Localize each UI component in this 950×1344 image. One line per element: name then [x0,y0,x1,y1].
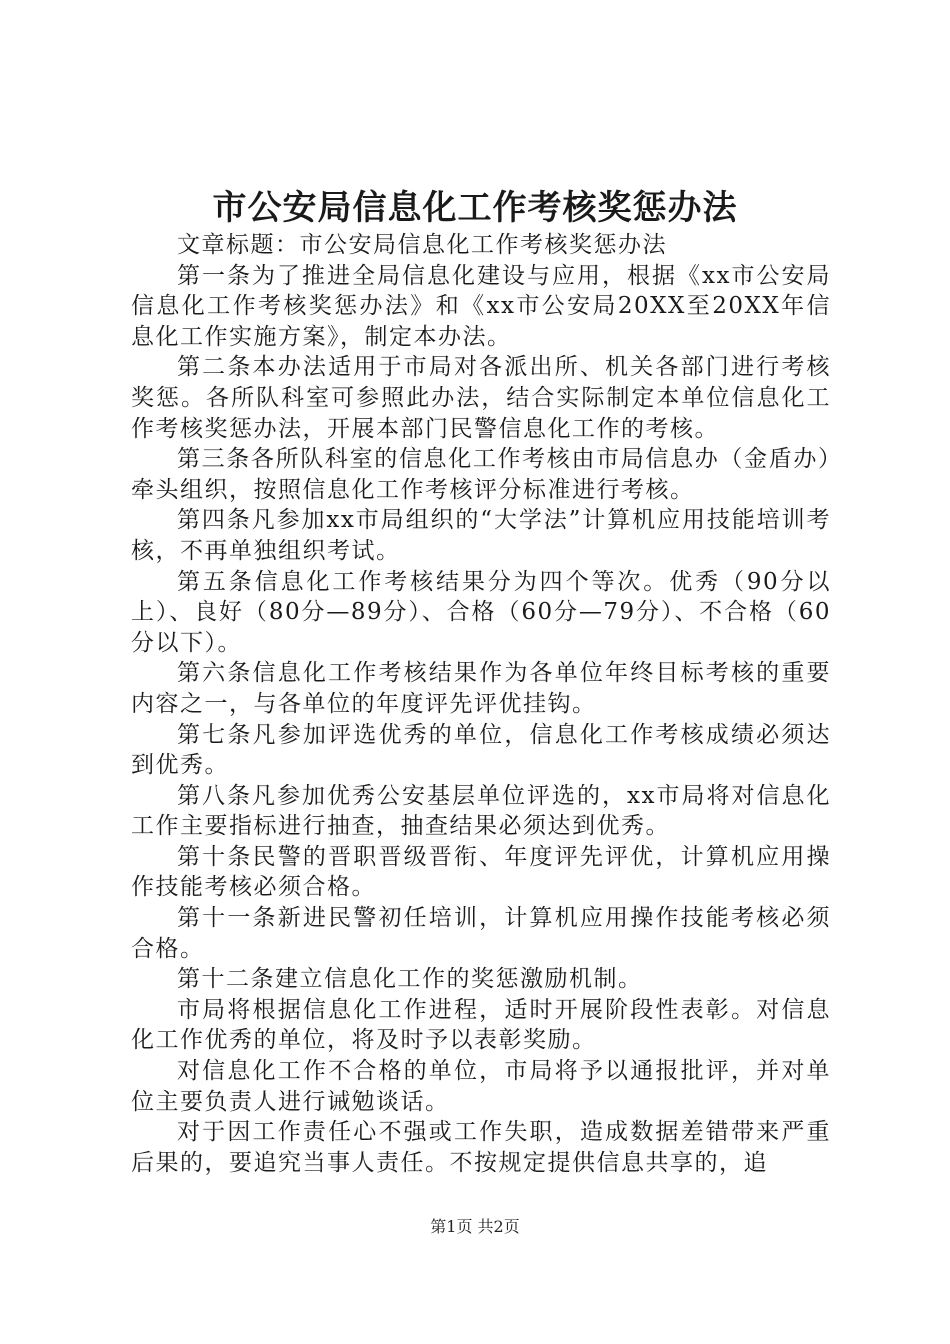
paragraph-article-12: 第十二条建立信息化工作的奖惩激励机制。 [177,966,643,993]
paragraph-article-title: 文章标题：市公安局信息化工作考核奖惩办法 [177,232,667,258]
paragraph-article-5: 第五条信息化工作考核结果分为四个等次。优秀（90分以上）、良好（80分—89分）、合格（60分—79分）、不合格（60分以下）。 [131,568,831,656]
paragraph-accountability: 对于因工作责任心不强或工作失职，造成数据差错带来严重后果的，要追究当事人责任。不按规定提供信息共享的，追 [131,1119,831,1176]
paragraph-article-11: 第十一条新进民警初任培训，计算机应用操作技能考核必须合格。 [131,905,831,962]
paragraph-commendation: 市局将根据信息化工作进程，适时开展阶段性表彰。对信息化工作优秀的单位，将及时予以表彰奖励。 [131,996,831,1054]
paragraph-article-7: 第七条凡参加评选优秀的单位，信息化工作考核成绩必须达到优秀。 [131,721,831,779]
paragraph-article-10: 第十条民警的晋职晋级晋衔、年度评先评优，计算机应用操作技能考核必须合格。 [131,843,831,901]
paragraph-article-2: 第二条本办法适用于市局对各派出所、机关各部门进行考核奖惩。各所队科室可参照此办法，结合实际制定本单位信息化工作考核奖惩办法，开展本部门民警信息化工作的考核。 [131,354,831,442]
page-number-footer: 第1页 共2页 [430,1217,520,1236]
paragraph-article-1: 第一条为了推进全局信息化建设与应用，根据《xx市公安局信息化工作考核奖惩办法》和《xx市公安局20XX至20XX年信息化工作实施方案》，制定本办法。 [131,262,831,350]
document-title: 市公安局信息化工作考核奖惩办法 [212,188,738,228]
paragraph-article-4: 第四条凡参加xx市局组织的“大学法”计算机应用技能培训考核，不再单独组织考试。 [131,507,831,564]
paragraph-article-3: 第三条各所队科室的信息化工作考核由市局信息办（金盾办）牵头组织，按照信息化工作考核评分标准进行考核。 [131,446,831,503]
paragraph-article-6: 第六条信息化工作考核结果作为各单位年终目标考核的重要内容之一，与各单位的年度评先评优挂钩。 [131,660,831,717]
paragraph-criticism: 对信息化工作不合格的单位，市局将予以通报批评，并对单位主要负责人进行诫勉谈话。 [131,1058,831,1115]
paragraph-article-8: 第八条凡参加优秀公安基层单位评选的，xx市局将对信息化工作主要指标进行抽查，抽查结果必须达到优秀。 [131,782,831,840]
document-body [131,230,831,1178]
